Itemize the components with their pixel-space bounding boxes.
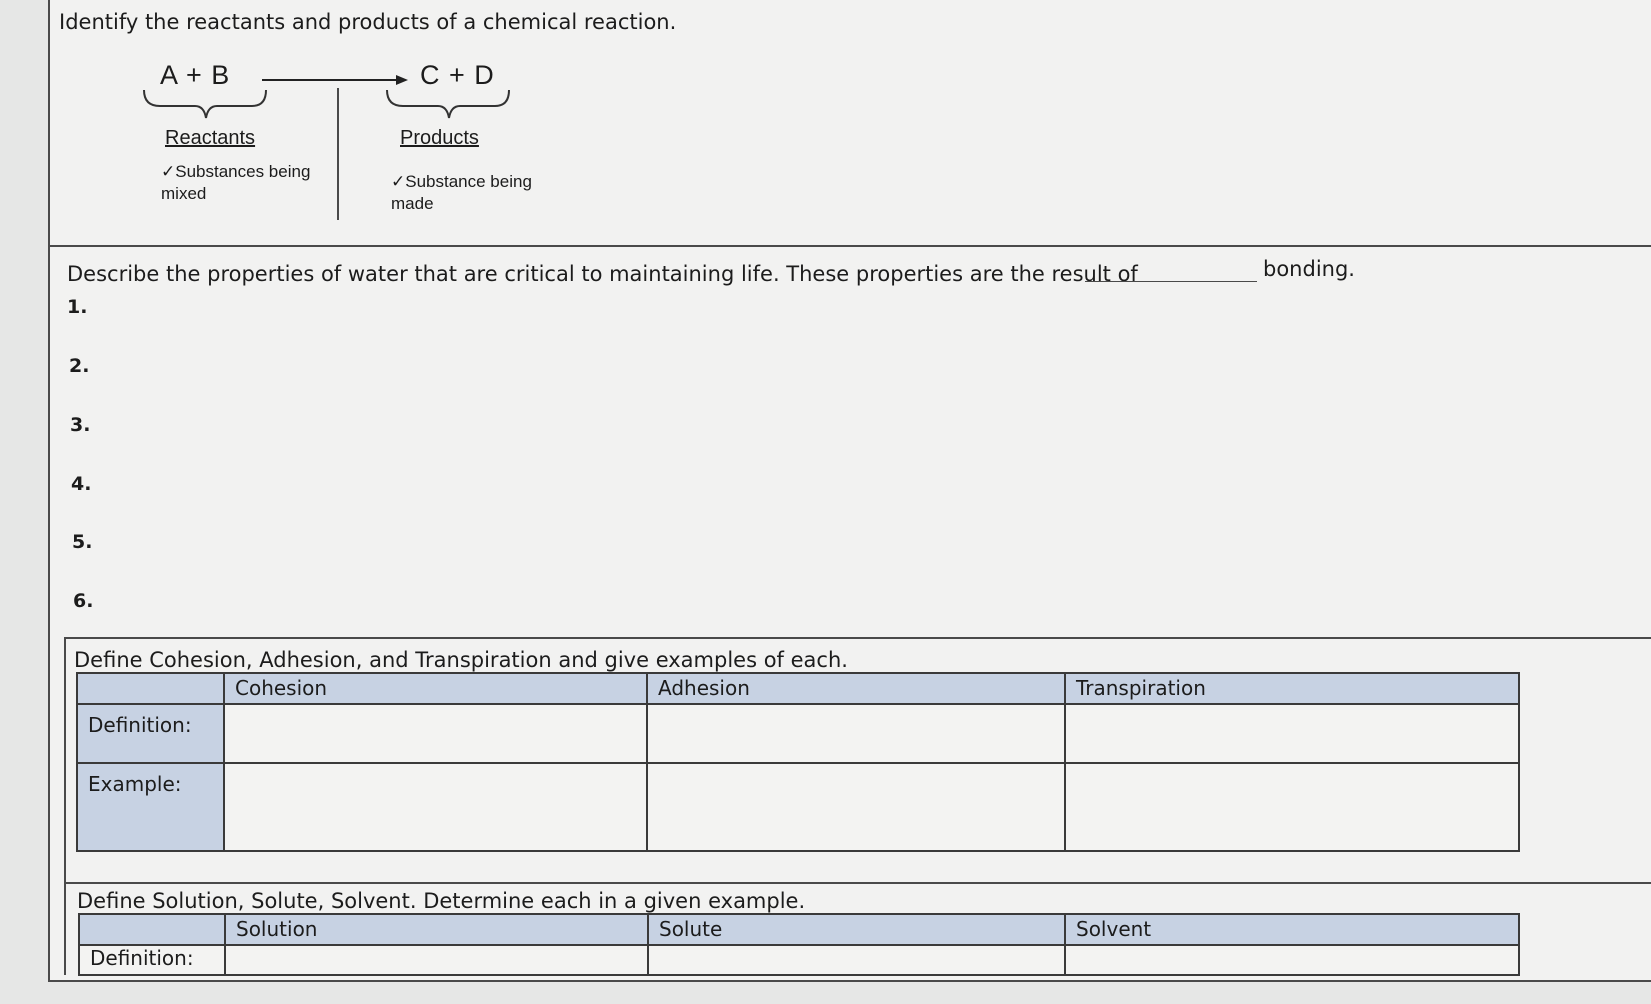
row-label: Definition: [79,945,225,975]
list-item-number: 1. [67,296,88,318]
solution-question: Define Solution, Solute, Solvent. Determine each in a given example. [77,889,806,913]
products-note: ✓Substance being made [391,172,532,213]
answer-cell[interactable] [1065,945,1519,975]
answer-cell[interactable] [224,704,647,763]
list-item-number: 6. [73,590,94,612]
answer-cell[interactable] [1065,704,1519,763]
table-header-cell: Solute [648,914,1065,945]
table-row [77,704,1519,763]
section-border-left [64,637,66,975]
water-properties-question: Describe the properties of water that are critical to maintaining life. These properties are the result of [67,262,1138,286]
answer-cell[interactable] [648,945,1065,975]
answer-cell[interactable] [224,763,647,851]
table-header-row [77,673,1519,704]
section-divider [64,637,1651,639]
answer-cell[interactable] [225,945,648,975]
products-formula: C + D [420,60,495,90]
table-row [77,763,1519,851]
reactants-formula: A + B [160,60,231,90]
table-header-row [79,914,1519,945]
reactants-note: ✓Substances being mixed [161,162,311,203]
reactants-brace [140,88,270,122]
table-header-cell [77,673,224,704]
reactants-label: Reactants [165,127,256,149]
list-item-number: 2. [69,355,90,377]
table-header-cell: Cohesion [224,673,647,704]
list-item-number: 3. [70,414,91,436]
cohesion-adhesion-table [76,672,1520,852]
row-label: Definition: [77,704,224,763]
solution-table [78,913,1520,976]
answer-blank[interactable] [1085,281,1257,282]
products-brace [383,88,513,122]
section-divider [64,882,1651,884]
table-header-cell: Adhesion [647,673,1065,704]
table-row [79,945,1519,975]
reaction-question: Identify the reactants and products of a chemical reaction. [59,10,677,34]
list-item-number: 4. [71,473,92,495]
answer-cell[interactable] [1065,763,1519,851]
cohesion-question: Define Cohesion, Adhesion, and Transpiration and give examples of each. [74,648,848,672]
answer-cell[interactable] [647,763,1065,851]
table-header-cell: Solvent [1065,914,1519,945]
table-header-cell [79,914,225,945]
list-item-number: 5. [72,531,93,553]
table-header-cell: Solution [225,914,648,945]
bonding-suffix: bonding. [1263,257,1355,281]
section-divider [48,245,1651,247]
products-label: Products [400,127,479,149]
table-header-cell: Transpiration [1065,673,1519,704]
divider-line [337,88,339,220]
row-label: Example: [77,763,224,851]
answer-cell[interactable] [647,704,1065,763]
